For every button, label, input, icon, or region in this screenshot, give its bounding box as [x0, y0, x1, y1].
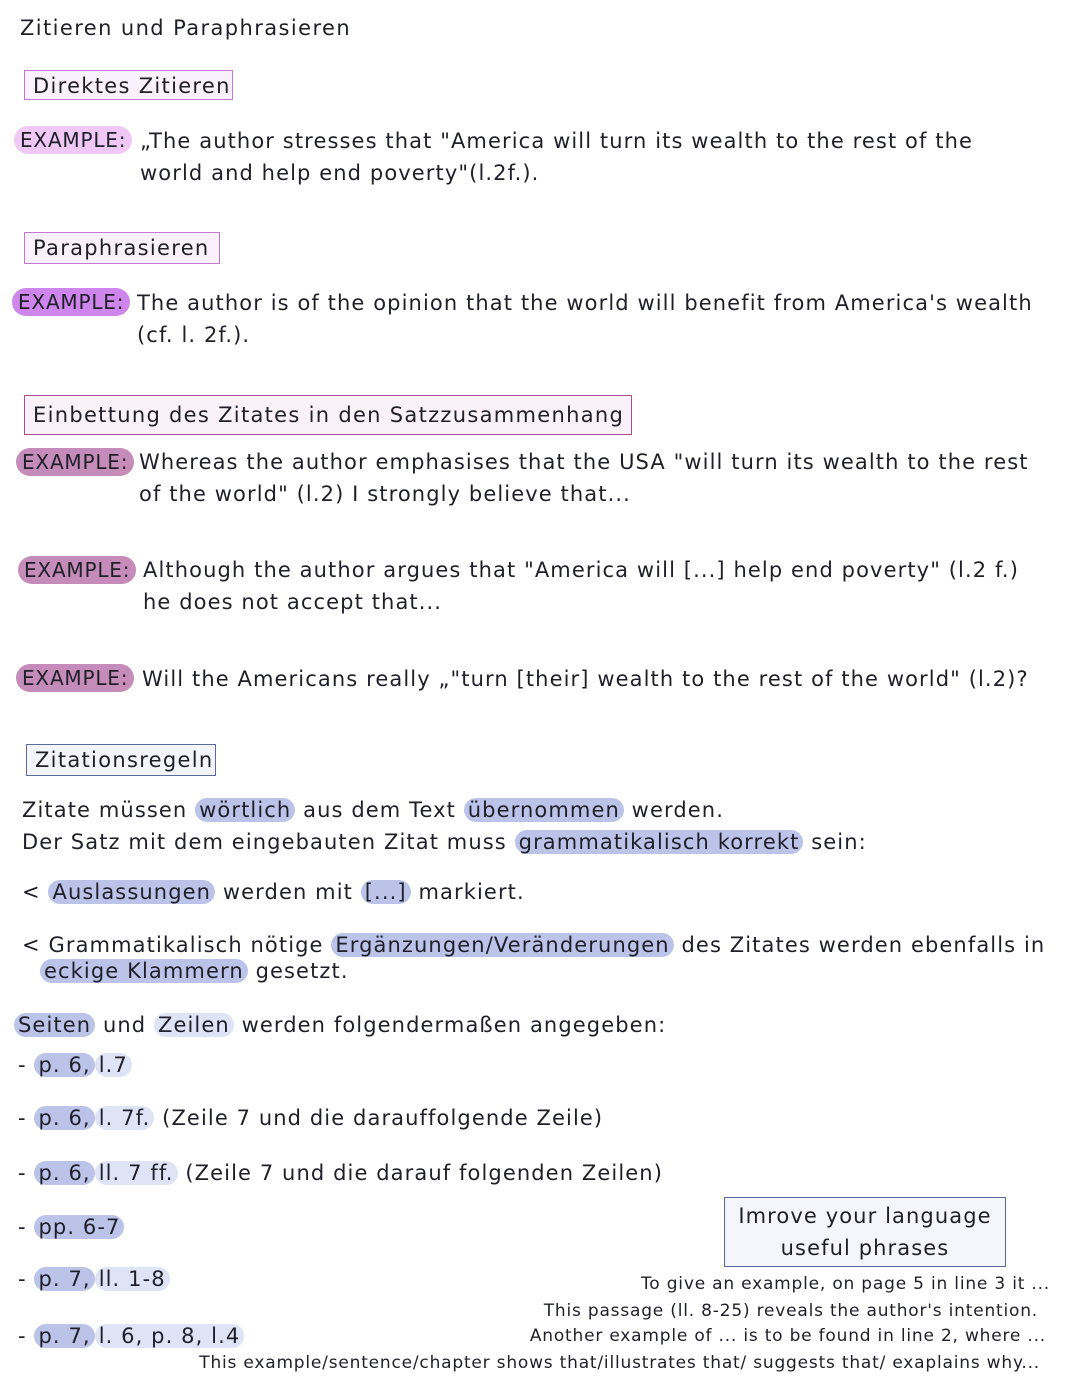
list-item [18, 1263, 170, 1295]
example-text-line: Whereas the author emphasises that the USA "will turn its wealth to the rest [139, 450, 1029, 474]
list-item [18, 1049, 132, 1081]
rule-text: und [102, 1013, 147, 1037]
rule-text: Der Satz mit dem eingebauten Zitat muss [22, 830, 507, 854]
phrase-line: This passage (ll. 8-25) reveals the author's intention. [543, 1301, 1038, 1321]
page-ref: p. 7, [34, 1324, 94, 1348]
rule-text: markiert. [418, 880, 525, 904]
dash-marker: - [18, 1267, 27, 1291]
example-text-line: Will the Americans really „"turn [their] wealth to the rest of the world" (l.2)? [142, 667, 1029, 691]
example-text-line: Although the author argues that "America will [...] help end poverty" (l.2 f.) [143, 558, 1019, 582]
dash-marker: - [18, 1161, 27, 1185]
page-ref: p. 6, [34, 1053, 94, 1077]
rule-text: des Zitates werden ebenfalls in [681, 933, 1046, 957]
rule-text: Zitate müssen [22, 798, 188, 822]
rule-line-2 [22, 826, 867, 858]
line-ref: ll. 1-8 [95, 1267, 170, 1291]
rule-text: werden mit [222, 880, 353, 904]
rule-line-3 [22, 876, 525, 908]
page-ref: p. 6, [34, 1161, 94, 1185]
section-heading-paraphrasieren: Paraphrasieren [24, 232, 220, 264]
highlight-auslassungen: Auslassungen [48, 880, 215, 904]
example-text-line: (cf. l. 2f.). [137, 323, 251, 347]
rule-text: aus dem Text [303, 798, 456, 822]
phrase-line: Another example of ... is to be found in line 2, where ... [529, 1326, 1046, 1346]
rule-text: gesetzt. [255, 959, 349, 983]
highlight-uebernommen: übernommen [464, 798, 624, 822]
line-ref: l. 6, p. 8, l.4 [95, 1324, 245, 1348]
example-text-line: „The author stresses that "America will turn its wealth to the rest of the [140, 129, 974, 153]
list-note: (Zeile 7 und die darauf folgenden Zeilen) [185, 1161, 663, 1185]
rule-line-4b [40, 955, 349, 987]
rule-text: werden. [631, 798, 724, 822]
example-text-line: world and help end poverty"(l.2f.). [140, 161, 540, 185]
list-item [18, 1102, 603, 1134]
highlight-zeilen: Zeilen [154, 1013, 234, 1037]
example-tag: EXAMPLE: [12, 288, 130, 316]
section-heading-direktes-zitieren: Direktes Zitieren [24, 70, 233, 100]
list-item [18, 1157, 663, 1189]
section-heading-zitationsregeln: Zitationsregeln [26, 744, 216, 776]
rule-line-5 [14, 1009, 666, 1041]
highlight-ergaenzungen: Ergänzungen/Veränderungen [331, 933, 673, 957]
example-tag: EXAMPLE: [14, 126, 132, 154]
phrases-heading-line-2: useful phrases [780, 1236, 950, 1260]
rule-text: werden folgendermaßen angegeben: [241, 1013, 667, 1037]
list-item [18, 1320, 244, 1352]
dash-marker: - [18, 1215, 27, 1239]
example-tag: EXAMPLE: [16, 448, 134, 476]
rule-text: < Grammatikalisch nötige [22, 933, 324, 957]
line-ref: ll. 7 ff. [95, 1161, 178, 1185]
highlight-seiten: Seiten [14, 1013, 95, 1037]
phrase-line: To give an example, on page 5 in line 3 it ... [641, 1274, 1050, 1294]
example-text-line: he does not accept that... [143, 590, 443, 614]
example-text-line: The author is of the opinion that the world will benefit from America's wealth [137, 291, 1033, 315]
highlight-brackets: [...] [361, 880, 411, 904]
rule-line-1 [22, 794, 724, 826]
useful-phrases-heading [724, 1197, 1006, 1267]
example-tag: EXAMPLE: [18, 556, 136, 584]
rule-text: sein: [811, 830, 867, 854]
list-item [18, 1211, 124, 1243]
highlight-eckige-klammern: eckige Klammern [40, 959, 248, 983]
example-text-line: of the world" (l.2) I strongly believe that... [139, 482, 631, 506]
example-tag: EXAMPLE: [16, 664, 134, 692]
dash-marker: - [18, 1106, 27, 1130]
phrase-line: This example/sentence/chapter shows that/illustrates that/ suggests that/ exaplains why... [199, 1353, 1040, 1373]
list-note: (Zeile 7 und die darauffolgende Zeile) [162, 1106, 604, 1130]
dash-marker: - [18, 1053, 27, 1077]
highlight-grammatikalisch-korrekt: grammatikalisch korrekt [515, 830, 804, 854]
phrases-heading-line-1: Imrove your language [738, 1204, 992, 1228]
section-heading-einbettung: Einbettung des Zitates in den Satzzusammenhang [24, 395, 632, 435]
page-ref: pp. 6-7 [34, 1215, 124, 1239]
page-ref: p. 7, [34, 1267, 94, 1291]
line-ref: l. 7f. [95, 1106, 155, 1130]
highlight-woertlich: wörtlich [195, 798, 295, 822]
bullet-marker: < [22, 880, 41, 904]
dash-marker: - [18, 1324, 27, 1348]
page-title: Zitieren und Paraphrasieren [20, 16, 352, 40]
page-ref: p. 6, [34, 1106, 94, 1130]
line-ref: l.7 [95, 1053, 132, 1077]
